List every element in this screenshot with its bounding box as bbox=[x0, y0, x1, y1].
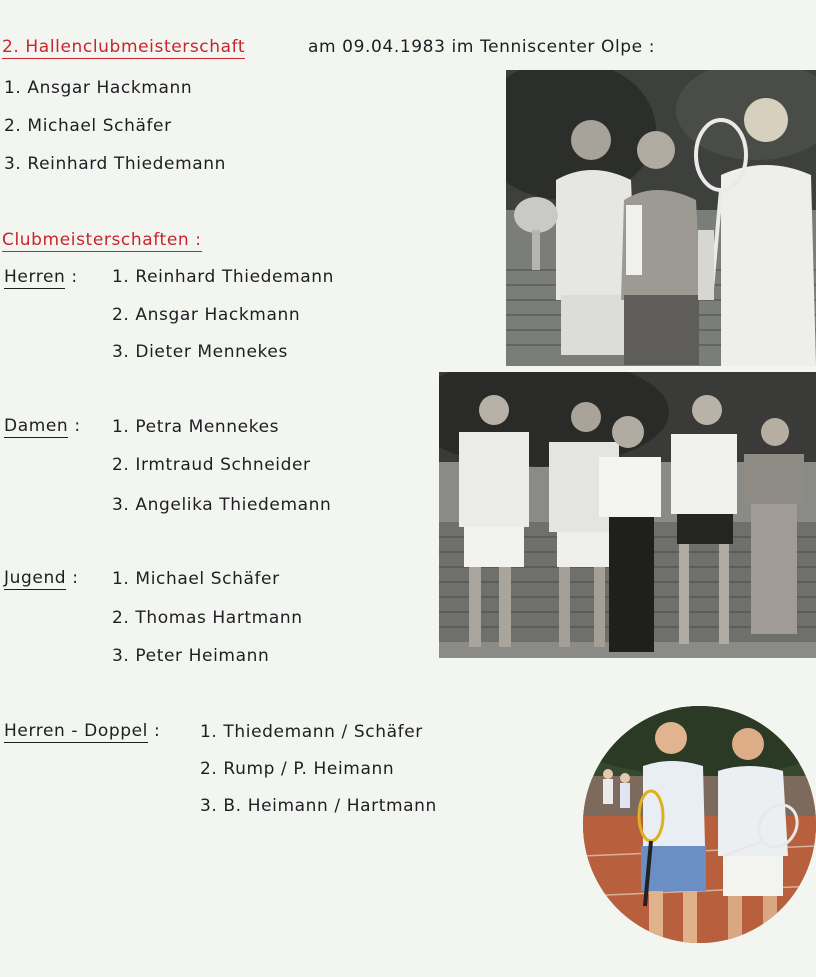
herren-sep: : bbox=[71, 267, 78, 287]
jugend-label-row bbox=[4, 568, 79, 588]
hall-result-3: 3. Reinhard Thiedemann bbox=[4, 154, 227, 174]
hall-result-2: 2. Michael Schäfer bbox=[4, 116, 172, 136]
club-title-text: Clubmeisterschaften : bbox=[2, 230, 202, 250]
club-title bbox=[2, 230, 202, 250]
jugend-result-1: 1. Michael Schäfer bbox=[112, 569, 280, 589]
doppel-label-row bbox=[4, 721, 160, 741]
jugend-sep: : bbox=[72, 568, 79, 588]
herren-result-2: 2. Ansgar Hackmann bbox=[112, 305, 301, 325]
hall-result-1: 1. Ansgar Hackmann bbox=[4, 78, 193, 98]
doppel-result-2: 2. Rump / P. Heimann bbox=[200, 759, 395, 779]
damen-sep: : bbox=[74, 416, 81, 436]
herren-label-row bbox=[4, 267, 78, 287]
damen-result-3: 3. Angelika Thiedemann bbox=[112, 495, 332, 515]
herren-result-1: 1. Reinhard Thiedemann bbox=[112, 267, 335, 287]
herren-label: Herren bbox=[4, 267, 66, 287]
damen-label: Damen bbox=[4, 416, 69, 436]
jugend-result-3: 3. Peter Heimann bbox=[112, 646, 270, 666]
damen-label-row bbox=[4, 416, 81, 436]
doppel-label: Herren - Doppel bbox=[4, 721, 148, 741]
hall-title: 2. Hallenclubmeisterschaft bbox=[2, 37, 246, 57]
doppel-result-3: 3. B. Heimann / Hartmann bbox=[200, 796, 437, 816]
bw-trophy-trio-photo bbox=[506, 70, 816, 366]
jugend-label: Jugend bbox=[4, 568, 67, 588]
damen-result-2: 2. Irmtraud Schneider bbox=[112, 455, 311, 475]
hall-title-rest: am 09.04.1983 im Tenniscenter Olpe : bbox=[308, 37, 656, 57]
color-doubles-round-photo bbox=[583, 706, 816, 943]
doppel-sep: : bbox=[154, 721, 161, 741]
herren-result-3: 3. Dieter Mennekes bbox=[112, 342, 288, 362]
jugend-result-2: 2. Thomas Hartmann bbox=[112, 608, 303, 628]
doppel-result-1: 1. Thiedemann / Schäfer bbox=[200, 722, 423, 742]
bw-group-five-photo bbox=[439, 372, 816, 658]
damen-result-1: 1. Petra Mennekes bbox=[112, 417, 280, 437]
